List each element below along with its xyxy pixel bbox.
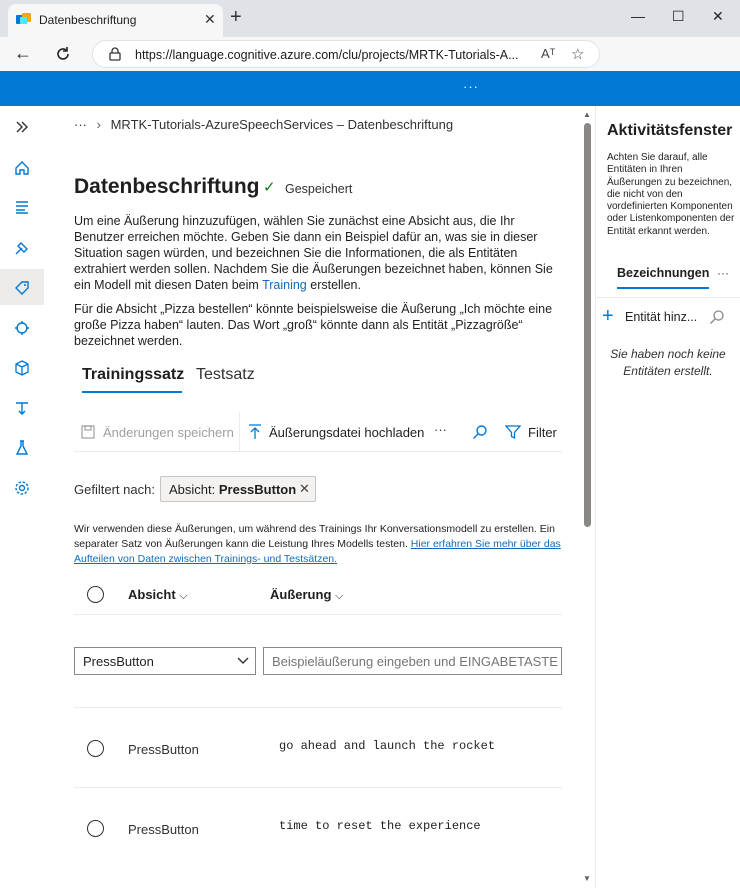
row-intent: PressButton xyxy=(128,822,199,837)
schema-list-icon[interactable] xyxy=(13,198,31,216)
minimize-icon[interactable]: — xyxy=(631,8,645,24)
deployment-icon[interactable] xyxy=(13,399,31,417)
browser-tab[interactable] xyxy=(8,4,223,37)
save-changes-button[interactable]: Änderungen speichern xyxy=(103,425,234,440)
breadcrumb xyxy=(74,117,453,132)
training-link[interactable]: Training xyxy=(262,278,307,292)
toolbar-divider xyxy=(239,412,240,452)
favorites-add-icon[interactable]: ☆ xyxy=(571,46,585,63)
no-entities-message: Sie haben noch keine Entitäten erstellt. xyxy=(610,347,726,378)
learn-more-link[interactable]: Hier erfahren Sie mehr über das Aufteilen von Daten zwischen Trainings- und Testsätzen. xyxy=(74,538,561,565)
data-labeling-icon[interactable] xyxy=(13,278,31,296)
testing-flask-icon[interactable] xyxy=(13,439,31,457)
scrollbar-thumb[interactable] xyxy=(584,123,591,527)
activity-panel-title: Aktivitätsfenster xyxy=(607,122,733,139)
read-aloud-icon[interactable]: Aᵀ xyxy=(541,46,556,61)
activity-panel-description: Achten Sie darauf, alle Entitäten in Ihren Äußerungen zu bezeichnen, die nicht von den vordefinierten Komponenten oder Listenkomponenten der Entität erkannt werden. xyxy=(607,152,735,237)
activity-divider xyxy=(596,297,740,298)
back-arrow-icon[interactable]: ← xyxy=(14,43,32,63)
intent-dropdown-value: PressButton xyxy=(83,654,154,669)
breadcrumb-current: MRTK-Tutorials-AzureSpeechServices – Datenbeschriftung xyxy=(110,117,454,132)
column-header-intent[interactable] xyxy=(128,587,188,603)
scroll-down-icon[interactable]: ▼ xyxy=(583,874,591,883)
address-bar-row xyxy=(0,37,740,71)
browser-tab-title: Datenbeschriftung xyxy=(39,13,137,27)
train-model-icon[interactable] xyxy=(13,319,31,337)
chevron-down-icon: ⌵ xyxy=(179,590,188,602)
intro-text-end: erstellen. xyxy=(306,278,361,292)
breadcrumb-overflow[interactable]: ··· xyxy=(74,117,87,132)
left-nav-rail xyxy=(0,106,44,888)
remove-filter-icon[interactable]: ✕ xyxy=(299,481,310,496)
scroll-up-icon[interactable]: ▲ xyxy=(583,110,591,119)
tab-training-set[interactable]: Trainingssatz xyxy=(82,366,185,383)
upload-utterances-button[interactable]: Äußerungsdatei hochladen xyxy=(269,425,425,440)
example-paragraph: Für die Absicht „Pizza bestellen“ könnte beispielsweise die Äußerung „Ich möchte eine große Pizza haben“ lauten. Das Wort „groß“ könnte dann als Entität „Pizzagröße“ bezeichnet werden. xyxy=(74,302,553,348)
maximize-icon[interactable]: ☐ xyxy=(672,8,685,24)
add-entity-button[interactable]: Entität hinz... xyxy=(625,310,698,324)
column-header-utterance-label: Äußerung xyxy=(270,587,332,602)
active-filter-chip[interactable] xyxy=(160,476,316,502)
row-intent: PressButton xyxy=(128,742,199,757)
labels-tab-indicator xyxy=(617,287,709,289)
model-package-icon[interactable] xyxy=(13,359,31,377)
intent-dropdown[interactable] xyxy=(74,647,256,675)
save-icon xyxy=(81,425,95,439)
lock-icon xyxy=(109,47,121,61)
row-divider xyxy=(74,787,562,788)
upload-icon xyxy=(248,424,262,440)
utterance-input[interactable] xyxy=(263,647,562,675)
intro-paragraph xyxy=(74,213,564,293)
chevron-down-icon: ⌵ xyxy=(335,590,344,602)
header-overflow-icon[interactable]: ··· xyxy=(463,79,479,94)
filter-icon xyxy=(505,424,521,440)
tab-close-icon[interactable]: ✕ xyxy=(204,11,216,27)
settings-gear-icon[interactable] xyxy=(13,479,31,497)
filter-chip-value: PressButton xyxy=(218,482,297,497)
breadcrumb-separator: › xyxy=(96,117,101,132)
table-header-divider xyxy=(74,614,562,615)
filter-button[interactable]: Filter xyxy=(528,425,557,440)
row-select-radio[interactable] xyxy=(87,740,104,757)
intro-text: Um eine Äußerung hinzuzufügen, wählen Sie zunächst eine Absicht aus, die Ihr Benutzer erreichen möchte. Geben Sie dann ein Beispiel dafür an, was sie in dieser Situation sagen würden, und bezeichnen Sie die Informationen, die als Entitäten extrahiert werden sollen. Nachdem Sie die Äußerungen bezeichnet haben, können Sie ein Modell mit diesen Daten beim xyxy=(74,214,553,292)
new-tab-icon[interactable]: + xyxy=(230,6,242,28)
entity-search-icon[interactable] xyxy=(709,309,725,325)
url-field[interactable] xyxy=(92,40,600,68)
row-utterance[interactable]: go ahead and launch the rocket xyxy=(279,739,496,753)
home-icon[interactable] xyxy=(13,159,31,177)
tab-labels[interactable]: Bezeichnungen xyxy=(617,266,710,280)
saved-check-icon: ✓ xyxy=(263,179,276,196)
row-utterance[interactable]: time to reset the experience xyxy=(279,819,481,833)
azure-language-favicon-icon xyxy=(16,13,31,26)
browser-tab-strip xyxy=(0,0,740,37)
row-select-radio[interactable] xyxy=(87,820,104,837)
column-header-intent-label: Absicht xyxy=(128,587,176,602)
select-all-radio[interactable] xyxy=(87,586,104,603)
expand-nav-icon[interactable] xyxy=(13,118,31,136)
refresh-icon[interactable] xyxy=(54,45,72,63)
url-text: https://language.cognitive.azure.com/clu/projects/MRTK-Tutorials-A... xyxy=(135,48,519,62)
filter-chip-prefix: Absicht: xyxy=(169,482,219,497)
filter-label: Gefiltert nach: xyxy=(74,482,155,497)
toolbar-more-icon[interactable]: ··· xyxy=(434,422,447,437)
utterance-toolbar xyxy=(74,412,562,452)
page-title: Datenbeschriftung xyxy=(74,175,260,198)
tab-active-indicator xyxy=(82,391,182,393)
search-icon[interactable] xyxy=(472,424,488,440)
chevron-down-icon xyxy=(235,652,251,668)
add-icon: + xyxy=(602,305,614,327)
info-description: Wir verwenden diese Äußerungen, um während des Trainings Ihr Konversationsmodell zu erstellen. Ein separater Satz von Äußerungen kann die Leistung Ihres Modells testen. xyxy=(74,523,555,550)
window-close-icon[interactable]: ✕ xyxy=(712,8,724,24)
row-divider xyxy=(74,707,562,708)
activity-more-icon[interactable]: ··· xyxy=(717,266,729,280)
portal-header xyxy=(0,71,740,106)
column-header-utterance[interactable] xyxy=(270,587,343,603)
build-tools-icon[interactable] xyxy=(13,239,31,257)
tab-test-set[interactable]: Testsatz xyxy=(196,366,255,383)
info-text xyxy=(74,522,562,567)
saved-status: Gespeichert xyxy=(285,182,353,196)
